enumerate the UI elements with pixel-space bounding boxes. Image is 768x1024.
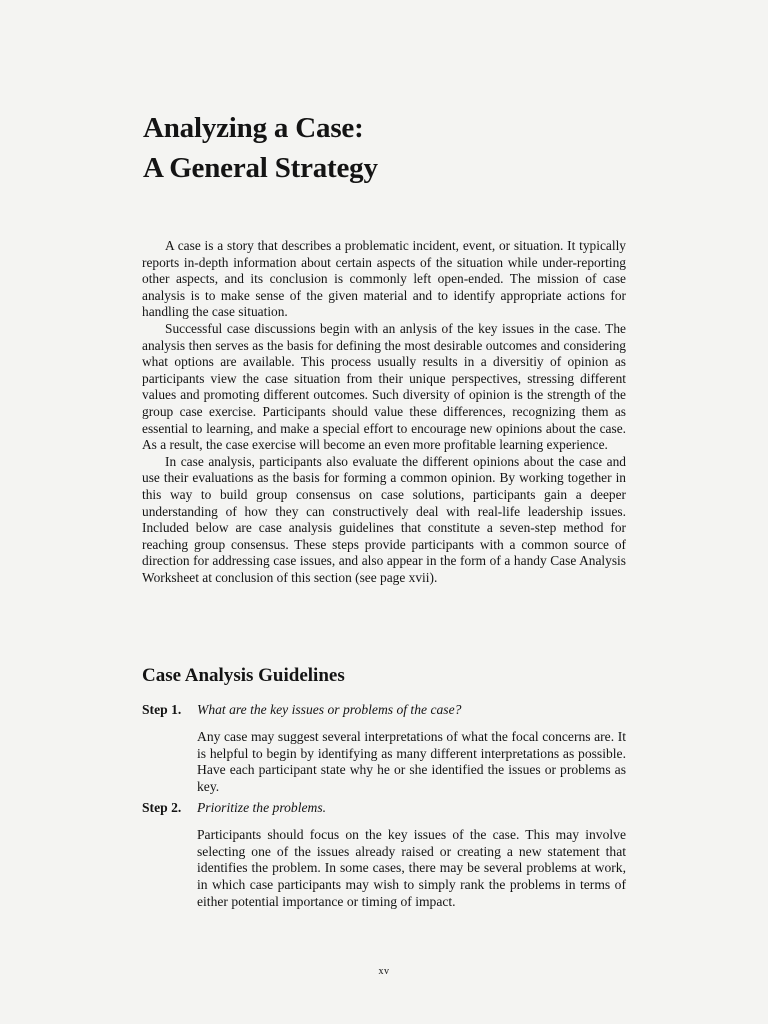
step-1-body: Any case may suggest several interpretations of what the focal concerns are. It is helpful to begin by identifying as many different interpretations as possible. Have each participant state why he or she identified the issues or problems as key. (197, 728, 626, 795)
step-1-label: Step 1. (142, 702, 182, 717)
step-1-header (142, 702, 626, 719)
step-1-question: What are the key issues or problems of the case? (197, 702, 462, 717)
intro-paragraph-3: In case analysis, participants also evaluate the different opinions about the case and use their evaluations as the basis for forming a common opinion. By working together in this way to build group consensus on case solutions, participants gain a deeper understanding of how they can constructively deal with real-life leadership issues. Included below are case analysis guidelines that constitute a seven-step method for reaching group consensus. These steps provide participants with a common source of direction for addressing case issues, and also appear in the form of a handy Case Analysis Worksheet at conclusion of this section (see page xvii). (142, 453, 626, 585)
step-1 (142, 702, 626, 796)
step-2-header (142, 800, 626, 817)
section-heading: Case Analysis Guidelines (142, 665, 345, 686)
intro-paragraph-1: A case is a story that describes a problematic incident, event, or situation. It typically reports in-depth information about certain aspects of the situation while under-reporting other aspects, and its conclusion is commonly left open-ended. The mission of case analysis is to make sense of the given material and to identify appropriate actions for handling the case situation. (142, 238, 626, 320)
step-2-question: Prioritize the problems. (197, 800, 327, 815)
page-title (143, 108, 378, 188)
intro-paragraph-2: Successful case discussions begin with an anlysis of the key issues in the case. The analysis then serves as the basis for defining the most desirable outcomes and considering what options are available. This process usually results in a diversitiy of opinion as participants view the case situation from their unique perspectives, stressing different values and promoting different outcomes. Such diversity of opinion is the strength of the group case exercise. Participants should value these differences, recognizing them as essential to learning, and make a special effort to encourage new opinions about the case. As a result, the case exercise will become an even more profitable learning experience. (142, 320, 626, 453)
title-line-1: Analyzing a Case: (143, 112, 364, 144)
title-line-2: A General Strategy (143, 152, 378, 184)
intro-text (142, 238, 626, 586)
step-2 (142, 800, 626, 911)
step-2-body: Participants should focus on the key issues of the case. This may involve selecting one of the issues already raised or creating a new statement that identifies the problem. In some cases, there may be several problems at work, in which case participants may wish to simply rank the problems in terms of either potential importance or timing of impact. (197, 826, 626, 909)
step-2-label: Step 2. (142, 800, 182, 815)
page-number: xv (378, 966, 390, 977)
